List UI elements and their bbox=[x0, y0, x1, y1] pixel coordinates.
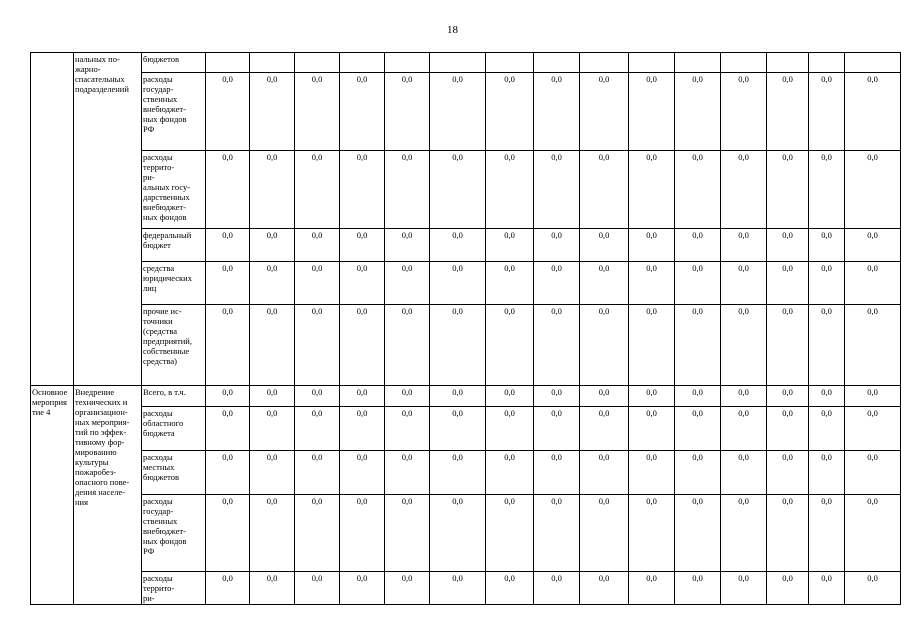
funding-source-cell: расходы местных бюджетов bbox=[142, 451, 206, 495]
value-cell bbox=[721, 53, 767, 73]
value-cell: 0,0 bbox=[534, 572, 580, 605]
value-cell: 0,0 bbox=[721, 572, 767, 605]
value-cell: 0,0 bbox=[486, 495, 534, 572]
funding-source-cell: прочие ис- точники (средства предприятий, собственные средства) bbox=[142, 305, 206, 386]
value-cell: 0,0 bbox=[534, 305, 580, 386]
value-cell: 0,0 bbox=[250, 305, 295, 386]
value-cell: 0,0 bbox=[534, 386, 580, 407]
activity-code-cell bbox=[31, 53, 74, 386]
funding-source-cell: расходы террито- ри- bbox=[142, 572, 206, 605]
value-cell bbox=[534, 53, 580, 73]
value-cell: 0,0 bbox=[809, 572, 845, 605]
value-cell: 0,0 bbox=[340, 495, 385, 572]
value-cell: 0,0 bbox=[767, 451, 809, 495]
value-cell: 0,0 bbox=[534, 73, 580, 151]
value-cell: 0,0 bbox=[340, 151, 385, 229]
value-cell: 0,0 bbox=[721, 495, 767, 572]
value-cell: 0,0 bbox=[250, 451, 295, 495]
value-cell: 0,0 bbox=[486, 407, 534, 451]
value-cell: 0,0 bbox=[295, 151, 340, 229]
value-cell: 0,0 bbox=[580, 407, 629, 451]
value-cell: 0,0 bbox=[629, 305, 675, 386]
value-cell: 0,0 bbox=[385, 305, 430, 386]
table-row bbox=[31, 386, 901, 407]
value-cell bbox=[250, 53, 295, 73]
value-cell: 0,0 bbox=[295, 73, 340, 151]
value-cell: 0,0 bbox=[206, 151, 250, 229]
value-cell: 0,0 bbox=[767, 495, 809, 572]
value-cell: 0,0 bbox=[430, 229, 486, 262]
value-cell: 0,0 bbox=[629, 73, 675, 151]
value-cell: 0,0 bbox=[767, 73, 809, 151]
value-cell: 0,0 bbox=[767, 572, 809, 605]
value-cell: 0,0 bbox=[430, 305, 486, 386]
funding-source-cell: расходы государ- ственных внебюджет- ных фондов РФ bbox=[142, 73, 206, 151]
value-cell: 0,0 bbox=[580, 305, 629, 386]
value-cell bbox=[767, 53, 809, 73]
value-cell: 0,0 bbox=[629, 451, 675, 495]
value-cell: 0,0 bbox=[340, 229, 385, 262]
value-cell: 0,0 bbox=[721, 73, 767, 151]
value-cell: 0,0 bbox=[295, 262, 340, 305]
value-cell: 0,0 bbox=[721, 151, 767, 229]
value-cell: 0,0 bbox=[767, 151, 809, 229]
value-cell: 0,0 bbox=[430, 386, 486, 407]
value-cell: 0,0 bbox=[809, 495, 845, 572]
value-cell: 0,0 bbox=[845, 451, 901, 495]
value-cell: 0,0 bbox=[675, 229, 721, 262]
value-cell: 0,0 bbox=[340, 451, 385, 495]
value-cell: 0,0 bbox=[486, 386, 534, 407]
value-cell: 0,0 bbox=[486, 151, 534, 229]
value-cell: 0,0 bbox=[206, 262, 250, 305]
value-cell: 0,0 bbox=[809, 305, 845, 386]
value-cell: 0,0 bbox=[250, 572, 295, 605]
value-cell: 0,0 bbox=[486, 451, 534, 495]
value-cell: 0,0 bbox=[340, 407, 385, 451]
value-cell bbox=[340, 53, 385, 73]
table-row bbox=[31, 572, 901, 605]
value-cell: 0,0 bbox=[845, 495, 901, 572]
value-cell: 0,0 bbox=[721, 262, 767, 305]
value-cell: 0,0 bbox=[675, 407, 721, 451]
value-cell: 0,0 bbox=[486, 229, 534, 262]
value-cell: 0,0 bbox=[250, 386, 295, 407]
value-cell: 0,0 bbox=[580, 73, 629, 151]
value-cell bbox=[206, 53, 250, 73]
funding-source-cell: федеральный бюджет bbox=[142, 229, 206, 262]
value-cell: 0,0 bbox=[629, 572, 675, 605]
value-cell: 0,0 bbox=[430, 572, 486, 605]
value-cell: 0,0 bbox=[430, 451, 486, 495]
funding-source-cell: бюджетов bbox=[142, 53, 206, 73]
value-cell bbox=[845, 53, 901, 73]
table-row bbox=[31, 495, 901, 572]
value-cell: 0,0 bbox=[809, 229, 845, 262]
value-cell: 0,0 bbox=[580, 451, 629, 495]
value-cell: 0,0 bbox=[206, 572, 250, 605]
value-cell: 0,0 bbox=[385, 495, 430, 572]
value-cell: 0,0 bbox=[340, 262, 385, 305]
activity-name-cell: Внедрение технических и организацион- ных мероприя- тий по эффек- тивному фор- мированию культуры пожаробез- опасного пове- дения населе- ния bbox=[74, 386, 142, 605]
value-cell: 0,0 bbox=[250, 151, 295, 229]
value-cell: 0,0 bbox=[534, 229, 580, 262]
value-cell: 0,0 bbox=[809, 451, 845, 495]
value-cell: 0,0 bbox=[250, 407, 295, 451]
value-cell: 0,0 bbox=[721, 305, 767, 386]
value-cell: 0,0 bbox=[675, 386, 721, 407]
value-cell: 0,0 bbox=[580, 151, 629, 229]
table-row bbox=[31, 451, 901, 495]
value-cell: 0,0 bbox=[430, 151, 486, 229]
value-cell: 0,0 bbox=[629, 151, 675, 229]
value-cell: 0,0 bbox=[845, 73, 901, 151]
value-cell: 0,0 bbox=[486, 305, 534, 386]
value-cell: 0,0 bbox=[580, 572, 629, 605]
value-cell: 0,0 bbox=[295, 407, 340, 451]
value-cell: 0,0 bbox=[430, 407, 486, 451]
value-cell: 0,0 bbox=[385, 73, 430, 151]
table-row bbox=[31, 229, 901, 262]
value-cell: 0,0 bbox=[629, 262, 675, 305]
value-cell: 0,0 bbox=[206, 73, 250, 151]
funding-source-cell: расходы террито- ри- альных госу- дарственных внебюджет- ных фондов bbox=[142, 151, 206, 229]
value-cell: 0,0 bbox=[845, 229, 901, 262]
activity-code-cell: Основное мероприя тие 4 bbox=[31, 386, 74, 605]
value-cell: 0,0 bbox=[430, 262, 486, 305]
value-cell: 0,0 bbox=[206, 305, 250, 386]
value-cell bbox=[580, 53, 629, 73]
value-cell bbox=[295, 53, 340, 73]
page-number: 18 bbox=[447, 24, 458, 36]
funding-source-cell: расходы государ- ственных внебюджет- ных фондов РФ bbox=[142, 495, 206, 572]
value-cell: 0,0 bbox=[385, 151, 430, 229]
value-cell: 0,0 bbox=[385, 386, 430, 407]
value-cell: 0,0 bbox=[845, 262, 901, 305]
value-cell: 0,0 bbox=[385, 572, 430, 605]
value-cell: 0,0 bbox=[295, 229, 340, 262]
table-row bbox=[31, 305, 901, 386]
value-cell: 0,0 bbox=[675, 495, 721, 572]
value-cell: 0,0 bbox=[340, 572, 385, 605]
value-cell: 0,0 bbox=[809, 151, 845, 229]
value-cell: 0,0 bbox=[809, 386, 845, 407]
value-cell: 0,0 bbox=[206, 451, 250, 495]
value-cell: 0,0 bbox=[675, 151, 721, 229]
value-cell bbox=[675, 53, 721, 73]
value-cell: 0,0 bbox=[629, 407, 675, 451]
value-cell: 0,0 bbox=[385, 407, 430, 451]
value-cell: 0,0 bbox=[206, 495, 250, 572]
value-cell: 0,0 bbox=[721, 386, 767, 407]
value-cell bbox=[385, 53, 430, 73]
table-row bbox=[31, 407, 901, 451]
value-cell: 0,0 bbox=[534, 262, 580, 305]
value-cell: 0,0 bbox=[486, 73, 534, 151]
value-cell: 0,0 bbox=[295, 572, 340, 605]
value-cell: 0,0 bbox=[767, 386, 809, 407]
value-cell: 0,0 bbox=[385, 262, 430, 305]
value-cell: 0,0 bbox=[385, 451, 430, 495]
table-row bbox=[31, 151, 901, 229]
value-cell: 0,0 bbox=[809, 73, 845, 151]
value-cell: 0,0 bbox=[250, 262, 295, 305]
value-cell: 0,0 bbox=[809, 262, 845, 305]
value-cell: 0,0 bbox=[580, 495, 629, 572]
table-body bbox=[31, 53, 901, 605]
value-cell: 0,0 bbox=[721, 407, 767, 451]
value-cell: 0,0 bbox=[675, 451, 721, 495]
value-cell: 0,0 bbox=[721, 451, 767, 495]
value-cell: 0,0 bbox=[385, 229, 430, 262]
value-cell: 0,0 bbox=[721, 229, 767, 262]
value-cell: 0,0 bbox=[534, 407, 580, 451]
value-cell: 0,0 bbox=[340, 386, 385, 407]
value-cell bbox=[809, 53, 845, 73]
value-cell: 0,0 bbox=[675, 262, 721, 305]
value-cell: 0,0 bbox=[767, 407, 809, 451]
value-cell: 0,0 bbox=[629, 495, 675, 572]
value-cell: 0,0 bbox=[295, 495, 340, 572]
value-cell bbox=[629, 53, 675, 73]
value-cell: 0,0 bbox=[206, 386, 250, 407]
value-cell: 0,0 bbox=[580, 262, 629, 305]
value-cell: 0,0 bbox=[340, 73, 385, 151]
value-cell: 0,0 bbox=[486, 262, 534, 305]
value-cell: 0,0 bbox=[629, 229, 675, 262]
value-cell: 0,0 bbox=[629, 386, 675, 407]
value-cell: 0,0 bbox=[845, 151, 901, 229]
value-cell: 0,0 bbox=[206, 229, 250, 262]
value-cell: 0,0 bbox=[675, 73, 721, 151]
value-cell: 0,0 bbox=[340, 305, 385, 386]
funding-source-cell: Всего, в т.ч. bbox=[142, 386, 206, 407]
value-cell: 0,0 bbox=[809, 407, 845, 451]
table-row bbox=[31, 73, 901, 151]
budget-table bbox=[30, 52, 901, 605]
value-cell bbox=[430, 53, 486, 73]
value-cell: 0,0 bbox=[675, 305, 721, 386]
funding-source-cell: средства юридических лиц bbox=[142, 262, 206, 305]
value-cell: 0,0 bbox=[767, 229, 809, 262]
value-cell: 0,0 bbox=[845, 407, 901, 451]
activity-name-cell: нальных по- жарно- спасательных подразделений bbox=[74, 53, 142, 386]
value-cell: 0,0 bbox=[430, 495, 486, 572]
value-cell: 0,0 bbox=[845, 572, 901, 605]
value-cell: 0,0 bbox=[295, 305, 340, 386]
table-row bbox=[31, 53, 901, 73]
value-cell: 0,0 bbox=[767, 262, 809, 305]
value-cell bbox=[486, 53, 534, 73]
value-cell: 0,0 bbox=[675, 572, 721, 605]
table-row bbox=[31, 262, 901, 305]
value-cell: 0,0 bbox=[534, 495, 580, 572]
value-cell: 0,0 bbox=[534, 151, 580, 229]
value-cell: 0,0 bbox=[580, 386, 629, 407]
value-cell: 0,0 bbox=[250, 495, 295, 572]
funding-source-cell: расходы областного бюджета bbox=[142, 407, 206, 451]
value-cell: 0,0 bbox=[845, 386, 901, 407]
value-cell: 0,0 bbox=[845, 305, 901, 386]
value-cell: 0,0 bbox=[295, 386, 340, 407]
value-cell: 0,0 bbox=[206, 407, 250, 451]
value-cell: 0,0 bbox=[430, 73, 486, 151]
value-cell: 0,0 bbox=[250, 229, 295, 262]
value-cell: 0,0 bbox=[580, 229, 629, 262]
value-cell: 0,0 bbox=[295, 451, 340, 495]
value-cell: 0,0 bbox=[767, 305, 809, 386]
value-cell: 0,0 bbox=[486, 572, 534, 605]
value-cell: 0,0 bbox=[250, 73, 295, 151]
value-cell: 0,0 bbox=[534, 451, 580, 495]
